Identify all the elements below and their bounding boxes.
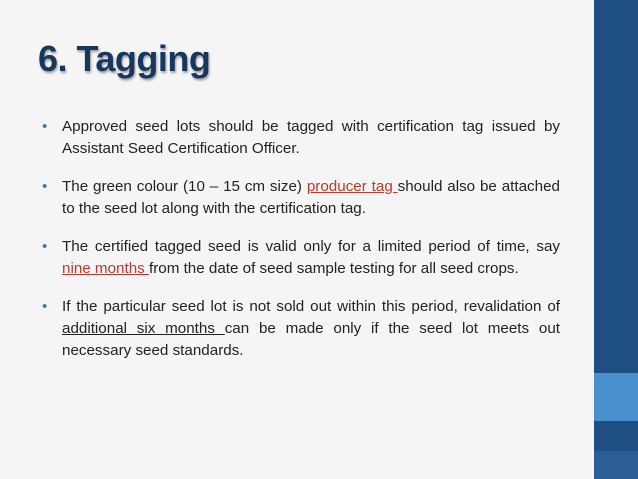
bullet-text: should also be attached to the seed lot along with the certification tag. [62, 178, 560, 217]
bullet-list [42, 116, 560, 378]
bullet-text: The certified tagged seed is valid only for a limited period of time, say [62, 238, 560, 255]
slide-title: 6. Tagging [38, 38, 211, 79]
sidebar-highlight-block [594, 373, 638, 421]
bullet-item [42, 176, 560, 220]
highlighted-term: nine months [62, 260, 149, 277]
bullet-item [42, 236, 560, 280]
bullet-text: can be made only if the seed lot meets out necessary seed standards. [62, 320, 561, 359]
bullet-text: If the particular seed lot is not sold out within this period, revalidation of [62, 298, 560, 315]
bullet-text: from the date of seed sample testing for all seed crops. [148, 260, 519, 277]
bullet-text: The green colour (10 – 15 cm size) [62, 178, 307, 195]
highlighted-term: producer tag [306, 178, 398, 195]
sidebar-bottom-block [594, 451, 638, 479]
bullet-item [42, 116, 560, 160]
bullet-marker: • [42, 118, 48, 135]
bullet-marker: • [42, 238, 48, 255]
highlighted-term: additional six months [62, 320, 225, 337]
bullet-marker: • [42, 298, 48, 315]
bullet-marker: • [42, 178, 48, 195]
sidebar-accent-bar [594, 0, 638, 479]
bullet-item [42, 296, 560, 362]
bullet-text: Approved seed lots should be tagged with certification tag issued by Assistant Seed Certification Officer. [62, 118, 560, 157]
